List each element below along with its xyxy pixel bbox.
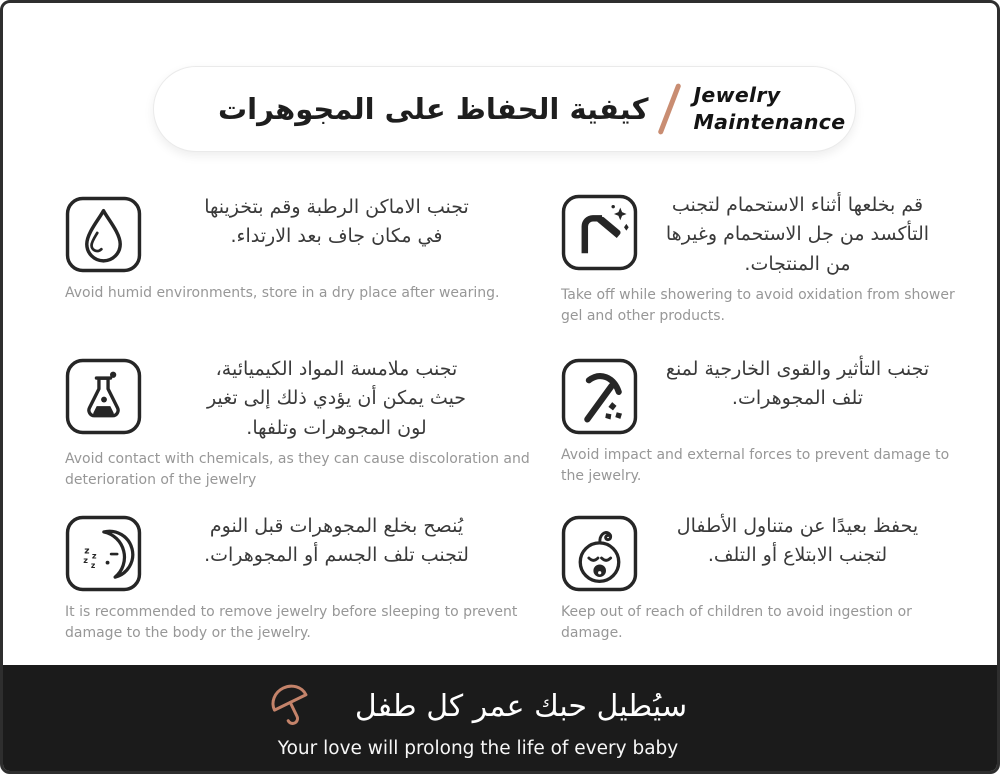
- tip-humidity-top: [65, 193, 537, 277]
- footer-slogan-english: Your love will prolong the life of every baby: [277, 738, 679, 759]
- page-title-arabic: كيفية الحفاظ على المجوهرات: [218, 92, 649, 126]
- chemical-flask-icon: [65, 358, 142, 435]
- tip-impact-arabic: تجنب التأثير والقوى الخارجية لمنع تلف المجوهرات.: [665, 358, 930, 410]
- slash-divider-icon: [658, 83, 682, 135]
- footer-slogan-arabic: سيُطيل حبك عمر كل طفل: [354, 688, 688, 724]
- baby-icon: [561, 515, 638, 592]
- tip-shower: [561, 191, 963, 327]
- footer-banner: [3, 665, 997, 771]
- tip-chemicals-english: Avoid contact with chemicals, as they can cause discoloration and deterioration of the jewelry: [65, 451, 530, 489]
- tip-shower-top: [561, 191, 963, 279]
- umbrella-icon: [261, 677, 319, 735]
- svg-text:z: z: [83, 555, 88, 566]
- title-pill: [153, 66, 856, 152]
- sleeping-moon-icon: [65, 515, 142, 592]
- tip-sleep: [65, 512, 537, 644]
- tip-humidity-arabic: تجنب الاماكن الرطبة وقم بتخزينها في مكان جاف بعد الارتداء.: [204, 196, 469, 248]
- tip-humidity-english: Avoid humid environments, store in a dry place after wearing.: [65, 285, 500, 301]
- tip-sleep-english: It is recommended to remove jewelry before sleeping to prevent damage to the body or the jewelry.: [65, 604, 518, 641]
- page-title-english: Jewelry Maintenance: [693, 82, 846, 134]
- tip-children-top: [561, 512, 963, 596]
- tip-sleep-top: [65, 512, 537, 596]
- pickaxe-icon: [561, 358, 638, 435]
- tip-shower-arabic: قم بخلعها أثناء الاستحمام لتجنب التأكسد من جل الاستحمام وغيرها من المنتجات.: [665, 194, 930, 275]
- tip-impact-english: Avoid impact and external forces to prevent damage to the jewelry.: [561, 447, 950, 484]
- tip-shower-english: Take off while showering to avoid oxidation from shower gel and other products.: [561, 287, 955, 325]
- svg-text:z: z: [90, 561, 96, 571]
- tip-chemicals: [65, 355, 537, 491]
- water-drop-icon: [65, 196, 142, 273]
- tip-impact: [561, 355, 963, 487]
- tip-chemicals-arabic: تجنب ملامسة المواد الكيميائية، حيث يمكن أن يؤدي ذلك إلى تغير لون المجوهرات وتلفها.: [206, 358, 467, 439]
- tip-children-arabic: يحفظ بعيدًا عن متناول الأطفال لتجنب الابتلاع أو التلف.: [676, 515, 919, 567]
- tip-sleep-arabic: يُنصح بخلع المجوهرات قبل النوم لتجنب تلف الجسم أو المجوهرات.: [204, 515, 469, 567]
- tip-children: [561, 512, 963, 644]
- footer-slogan-row: [261, 677, 687, 735]
- tip-impact-top: [561, 355, 963, 439]
- tip-humidity: [65, 193, 537, 304]
- tip-children-english: Keep out of reach of children to avoid ingestion or damage.: [561, 604, 912, 641]
- svg-text:z: z: [91, 550, 97, 561]
- shower-icon: [561, 194, 638, 271]
- svg-text:z: z: [84, 546, 90, 557]
- tip-chemicals-top: [65, 355, 537, 443]
